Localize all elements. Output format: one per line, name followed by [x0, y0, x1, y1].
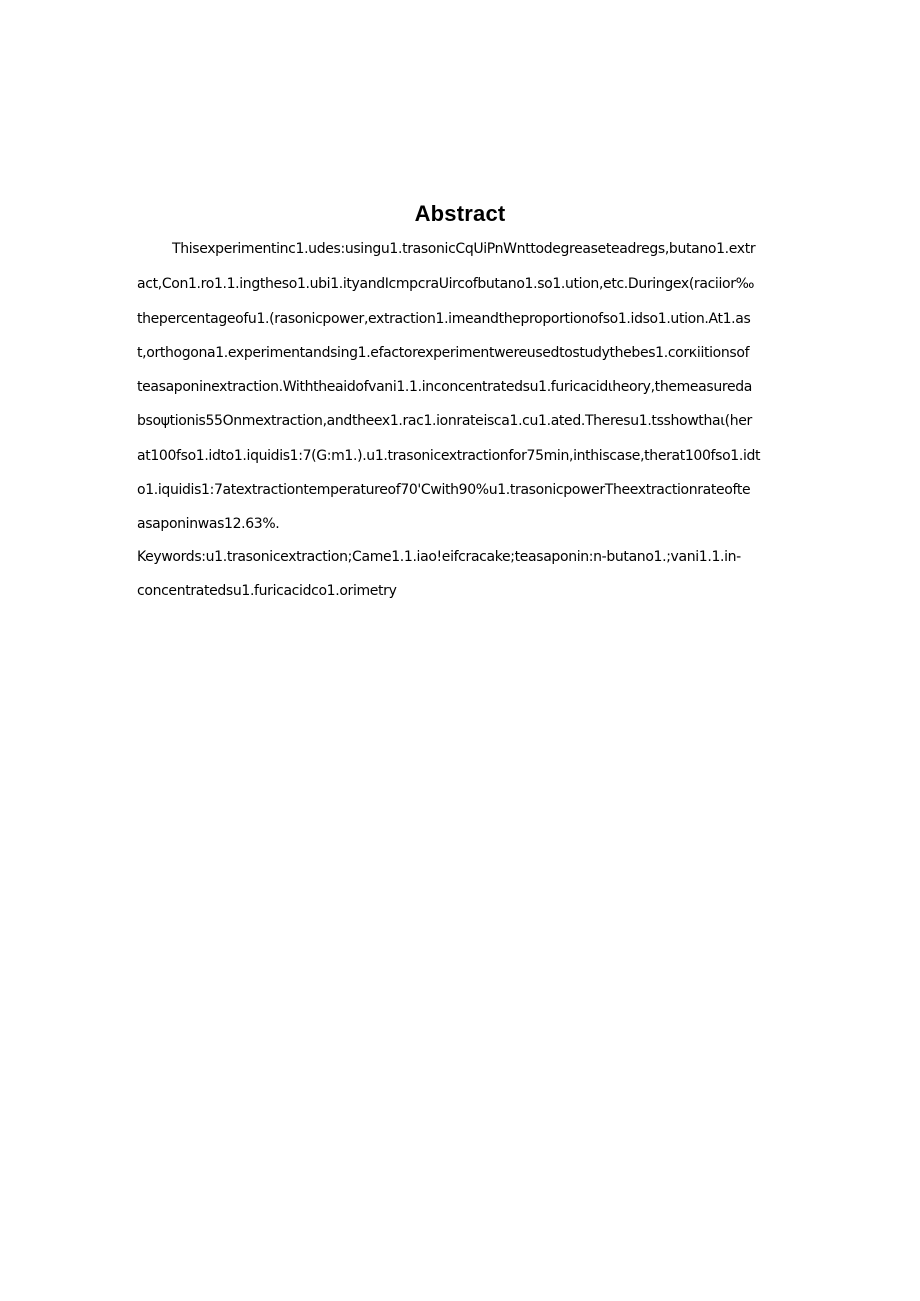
abstract-line: bsoψtionis55Onmextraction,andtheex1.rac1.ionrateisca1.cu1.ated.Theresu1.tsshowthaι(her	[137, 413, 752, 429]
abstract-line: t,orthogona1.experimentandsing1.efactorexperimentwereusedtostudythebes1.corкiitionsof	[137, 345, 750, 361]
abstract-heading: Abstract	[414, 201, 506, 226]
abstract-line: act,Con1.ro1.1.ingtheso1.ubi1.ityandIcmpcraUircofbutano1.so1.ution,etc.Duringex(raciior‰	[137, 276, 755, 292]
keywords-line: Keywords:u1.trasonicextraction;Came1.1.iao!eifcracake;teasaponin:n-butano1.;vani1.1.in-	[137, 549, 741, 565]
abstract-line: teasaponinextraction.Withtheaidofvani1.1.inconcentratedsu1.furicacidιheory,themeasureda	[137, 379, 752, 395]
abstract-line: at100fso1.idto1.iquidis1:7(G:m1.).u1.trasonicextractionfor75min,inthiscase,therat100fso1.idt	[137, 448, 761, 464]
keywords-line: concentratedsu1.furicacidco1.orimetry	[137, 583, 397, 599]
abstract-line: thepercentageofu1.(rasonicpower,extraction1.imeandtheproportionofso1.idso1.ution.At1.as	[137, 311, 751, 327]
abstract-line: Thisexperimentinc1.udes:usingu1.trasonicCqUiPnWnttodegreaseteadregs,butano1.extr	[172, 241, 756, 257]
abstract-line: o1.iquidis1:7atextractiontemperatureof70'Cwith90%u1.trasonicpowerTheextractionrateofte	[137, 482, 751, 498]
abstract-line: asaponinwas12.63%.	[137, 516, 280, 532]
